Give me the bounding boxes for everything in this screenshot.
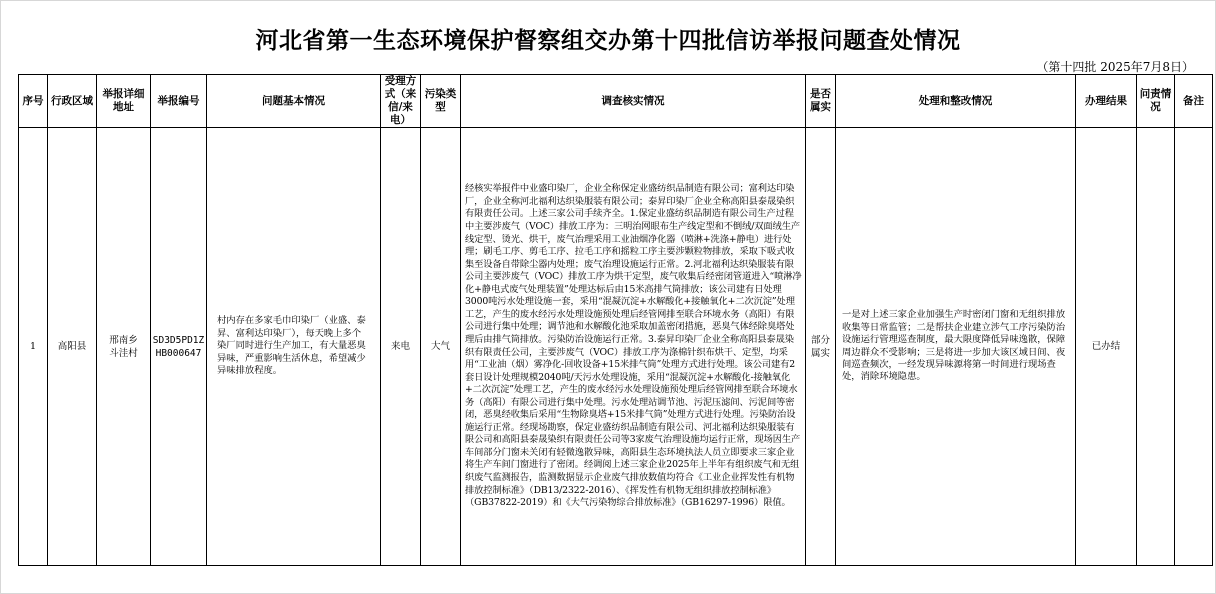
header-accountability: 问责情况 <box>1137 75 1175 128</box>
header-investigation: 调查核实情况 <box>461 75 806 128</box>
header-result: 办理结果 <box>1076 75 1137 128</box>
page-title: 河北省第一生态环境保护督察组交办第十四批信访举报问题查处情况 <box>255 28 961 54</box>
header-pollution-type: 污染类型 <box>421 75 461 128</box>
cell-source: 来电 <box>381 128 421 566</box>
cell-result: 已办结 <box>1076 128 1137 566</box>
report-table <box>18 74 1213 566</box>
cell-accountability <box>1137 128 1175 566</box>
cell-pollution-type: 大气 <box>421 128 461 566</box>
cell-report-no: SD3D5PD1ZHB000647 <box>151 128 207 566</box>
header-issue: 问题基本情况 <box>207 75 381 128</box>
header-row <box>19 75 1213 128</box>
header-address: 举报详细地址 <box>97 75 151 128</box>
cell-seq: 1 <box>19 128 48 566</box>
header-source: 受理方式（来信/来电） <box>381 75 421 128</box>
header-district: 行政区域 <box>48 75 97 128</box>
cell-handling: 一是对上述三家企业加强生产时密闭门窗和无组织排放收集等日常监管；二是帮扶企业建立涉气工序污染防治设施运行管理巡查制度，最大限度降低异味逸散，保障周边群众不受影响；三是将进一步加大该区域日间、夜间巡查频次，一经发现异味源将第一时间进行现场查处，消除环境隐患。 <box>836 128 1076 566</box>
cell-verified: 部分属实 <box>806 128 836 566</box>
cell-issue: 村内存在多家毛巾印染厂（业盛、泰昇、富利达印染厂），每天晚上多个染厂同时进行生产加工，有大量恶臭异味，严重影响生活休息，希望减少异味排放程度。 <box>207 128 381 566</box>
cell-remarks <box>1175 128 1213 566</box>
header-report-no: 举报编号 <box>151 75 207 128</box>
header-verified: 是否属实 <box>806 75 836 128</box>
table-row <box>19 128 1213 566</box>
cell-district: 高阳县 <box>48 128 97 566</box>
cell-address: 邢南乡斗洼村 <box>97 128 151 566</box>
header-seq: 序号 <box>19 75 48 128</box>
batch-date: （第十四批 2025年7月8日） <box>1036 60 1194 74</box>
cell-investigation: 经核实举报件中业盛印染厂，企业全称保定业盛纺织品制造有限公司；富利达印染厂，企业全称河北福利达织染服装有限公司；泰昇印染厂企业全称高阳县泰晟染织有限责任公司。上述三家公司手续齐全。1.保定业盛纺织品制造有限公司生产过程中主要涉废气（VOC）排放工序为：三明治网眼布生产线定型和不倒绒/双面绒生产线定型、烫光、烘干，废气治理采用工业油烟净化器（喷淋+洗涤+静电）进行处理；刷毛工序、剪毛工序、拉毛工序和摇粒工序主要涉颗粒物排放，采取下吸式收集至设备自带除尘器内处理；废气治理设施运行正常。2.河北福利达织染服装有限公司主要涉废气（VOC）排放工序为烘干定型，废气收集后经密闭管道进入“喷淋净化+静电式废气处理装置”处理达标后由15米高排气筒排放；该公司建有日处理3000吨污水处理设施一套，采用“混凝沉淀+水解酸化+接触氧化+二次沉淀”处理工艺，产生的废水经污水处理设施预处理后经管网排至联合环境水务（高阳）有限公司进行集中处理；调节池和水解酸化池采取加盖密闭措施，恶臭气体经除臭塔处理后由排气筒排放。污染防治设施运行正常。3.泰昇印染厂企业全称高阳县泰晟染织有限责任公司，主要涉废气（VOC）排放工序为涤棉针织布烘干、定型，均采用“工业油（烟）雾净化-回收设备+15米排气筒”处理方式进行处理。该公司建有2套日设计处理规模2040吨/天污水处理设施，采用“混凝沉淀+水解酸化-接触氧化+二次沉淀”处理工艺，产生的废水经污水处理设施预处理后经管网排至联合环境水务（高阳）有限公司进行集中处理。污水处理站调节池、污泥压滤间、污泥间等密闭，恶臭经收集后采用“生物除臭塔+15米排气筒”处理方式进行处理。污染防治设施运行正常。经现场勘察，保定业盛纺织品制造有限公司、河北福利达织染服装有限公司和高阳县泰晟染织有限责任公司等3家废气治理设施均运行正常，现场因生产车间部分门窗未关闭有轻微逸散异味，高阳县生态环境执法人员立即要求三家企业将生产车间门窗进行了密闭。经调阅上述三家企业2025年上半年有组织废气和无组织废气监测报告，监测数据显示企业废气排放数值均符合《工业企业挥发性有机物排放控制标准》（DB13/2322-2016）、《挥发性有机物无组织排放控制标准》（GB37822-2019）和《大气污染物综合排放标准》（GB16297-1996）限值。 <box>461 128 806 566</box>
header-handling: 处理和整改情况 <box>836 75 1076 128</box>
header-remarks: 备注 <box>1175 75 1213 128</box>
